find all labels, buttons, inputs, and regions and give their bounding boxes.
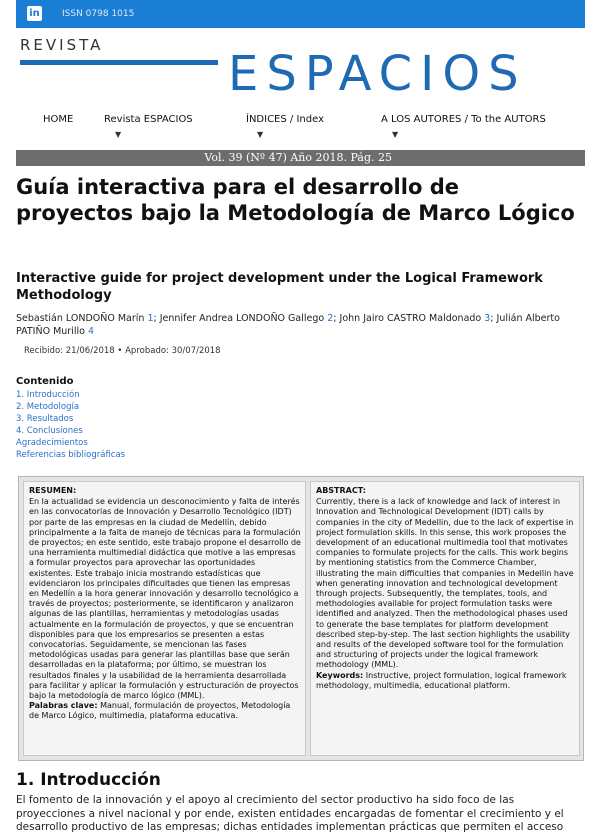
toc-link-resultados[interactable]: 3. Resultados — [16, 414, 74, 424]
issn-label: ISSN 0798 1015 — [62, 9, 135, 19]
resumen-keywords — [29, 701, 301, 721]
abstract-box — [18, 476, 584, 761]
author-ref-link[interactable]: 3 — [484, 313, 491, 324]
toc-link-metodologia[interactable]: 2. Metodología — [16, 402, 80, 412]
abstract-heading: ABSTRACT: — [316, 486, 366, 495]
author-ref-link[interactable]: 4 — [87, 326, 95, 337]
abstract-column — [310, 481, 580, 756]
abstract-body: Currently, there is a lack of knowledge and lack of interest in Innovation and Technological Development (IDT) calls by companies in the city of Medellin, due to the lack of expertise in project formulation skills. In this sense, this work proposes the development of an educational multimedia tool that motivates companies to formulate projects for the calls. This work begins by mentioning statistics from the Commerce Chamber, illustrating the main difficulties that companies in Medellin have when generating innovation and technological development through projects. Subsequently, the templates, tools, and methodologies available for project formulation tasks were identified and analyzed. Then the methodological phases used to generate the base templates for platform development described step-by-step. The last section highlights the usability and results of the developed software tool for the formulation and structuring of projects under the logical framework methodology (MML). — [316, 497, 574, 670]
resumen-heading: RESUMEN: — [29, 486, 77, 495]
chevron-down-icon[interactable]: ▼ — [115, 130, 122, 139]
nav-revista-espacios[interactable]: Revista ESPACIOS — [104, 114, 193, 125]
section-title-introduccion: 1. Introducción — [16, 770, 161, 790]
abstract-keywords — [316, 671, 575, 691]
toc-link-introduccion[interactable]: 1. Introducción — [16, 390, 80, 400]
author-ref-link[interactable]: 2 — [327, 313, 334, 324]
toc-link-agradecimientos[interactable]: Agradecimientos — [16, 438, 88, 448]
author-name: John Jairo CASTRO Maldonado — [339, 313, 482, 324]
resumen-body: En la actualidad se evidencia un desconocimiento y falta de interés en las convocatorias de Innovación y Desarrollo Tecnológico (IDT) por parte de las empresas en la ciudad de Medellín, debido principalmente a la falta de manejo de técnicas para la formulación de proyectos; en este sentido, este trabajo propone el desarrollo de una herramienta multimedial didáctica que motive a las empresas a formular proyectos para aprovechar las oportunidades existentes. Este trabajo inicia mostrando estadísticas que evidenciaron los principales dificultades que tienen las empresas en Medellín a la hora generar innovación y desarrollo tecnológico a través de proyectos; posteriormente, se identificaron y analizaron algunas de las plantillas, herramientas y metodologías usadas actualmente en la formulación de proyectos, y que se encuentran disponibles para que los empresarios se presenten a estas convocatorias. Seguidamente, se mencionan las fases metodológicas usadas para generar las plantillas base que serán desarrolladas en la plataforma; por último, se muestran los resultados finales y la usabilidad de la herramienta desarrollada para facilitar y aplicar la formulación y estructuración de proyectos bajo la metodología de marco lógico (MML). — [29, 497, 301, 701]
article-dates: Recibido: 21/06/2018 • Aprobado: 30/07/2018 — [24, 346, 221, 356]
author-name: Sebastián LONDOÑO Marín — [16, 313, 145, 324]
toc-link-conclusiones[interactable]: 4. Conclusiones — [16, 426, 83, 436]
introduccion-paragraph: El fomento de la innovación y el apoyo al crecimiento del sector productivo ha sido foco de las proyecciones a nivel nacional y por ende, existen entidades encargadas de fomentar el crecimiento y el desarrollo productivo de las empresas; dichas entidades implementan prácticas que permiten el acceso — [16, 794, 564, 833]
toc-link-referencias[interactable]: Referencias bibliográficas — [16, 450, 126, 460]
nav-indices[interactable]: ÍNDICES / Index — [246, 114, 324, 125]
top-bar — [16, 0, 585, 28]
nav-home[interactable]: HOME — [43, 114, 74, 125]
linkedin-icon[interactable]: in — [27, 6, 42, 21]
nav-autores[interactable]: A LOS AUTORES / To the AUTORS — [381, 114, 546, 125]
chevron-down-icon[interactable]: ▼ — [392, 130, 399, 139]
main-nav — [16, 108, 585, 148]
resumen-keywords-text: Manual, formulación de proyectos, Metodología de Marco Lógico, multimedia, plataforma educativa. — [29, 701, 291, 721]
abstract-keywords-label: Keywords: — [316, 670, 364, 680]
author-name: Julián Alberto PATIÑO Murillo — [16, 313, 560, 337]
article-subtitle: Interactive guide for project development under the Logical Framework Methodology — [16, 271, 543, 303]
chevron-down-icon[interactable]: ▼ — [257, 130, 264, 139]
toc-title: Contenido — [16, 376, 74, 387]
resumen-column — [23, 481, 306, 756]
journal-logo[interactable] — [20, 36, 580, 108]
logo-espacios-text: ESPACIOS — [228, 46, 527, 102]
abstract-keywords-text: Instructive, project formulation, logical framework methodology, multimedia, educational platform. — [316, 670, 567, 690]
volume-bar — [16, 150, 585, 166]
volume-info: Vol. 39 (Nº 47) Año 2018. Pág. 25 — [204, 151, 392, 164]
author-name: Jennifer Andrea LONDOÑO Gallego — [159, 313, 325, 324]
author-ref-link[interactable]: 1 — [147, 313, 154, 324]
table-of-contents — [16, 376, 316, 461]
logo-revista-text: REVISTA — [20, 36, 104, 54]
article-title: Guía interactiva para el desarrollo de proyectos bajo la Metodología de Marco Lógico — [16, 175, 575, 225]
logo-stripe — [20, 60, 218, 65]
author-list: Sebastián LONDOÑO Marín 1; Jennifer Andrea LONDOÑO Gallego 2; John Jairo CASTRO Maldonado 3; Julián Alberto PATIÑO Murillo 4 — [16, 313, 560, 337]
resumen-keywords-label: Palabras clave: — [29, 701, 98, 711]
